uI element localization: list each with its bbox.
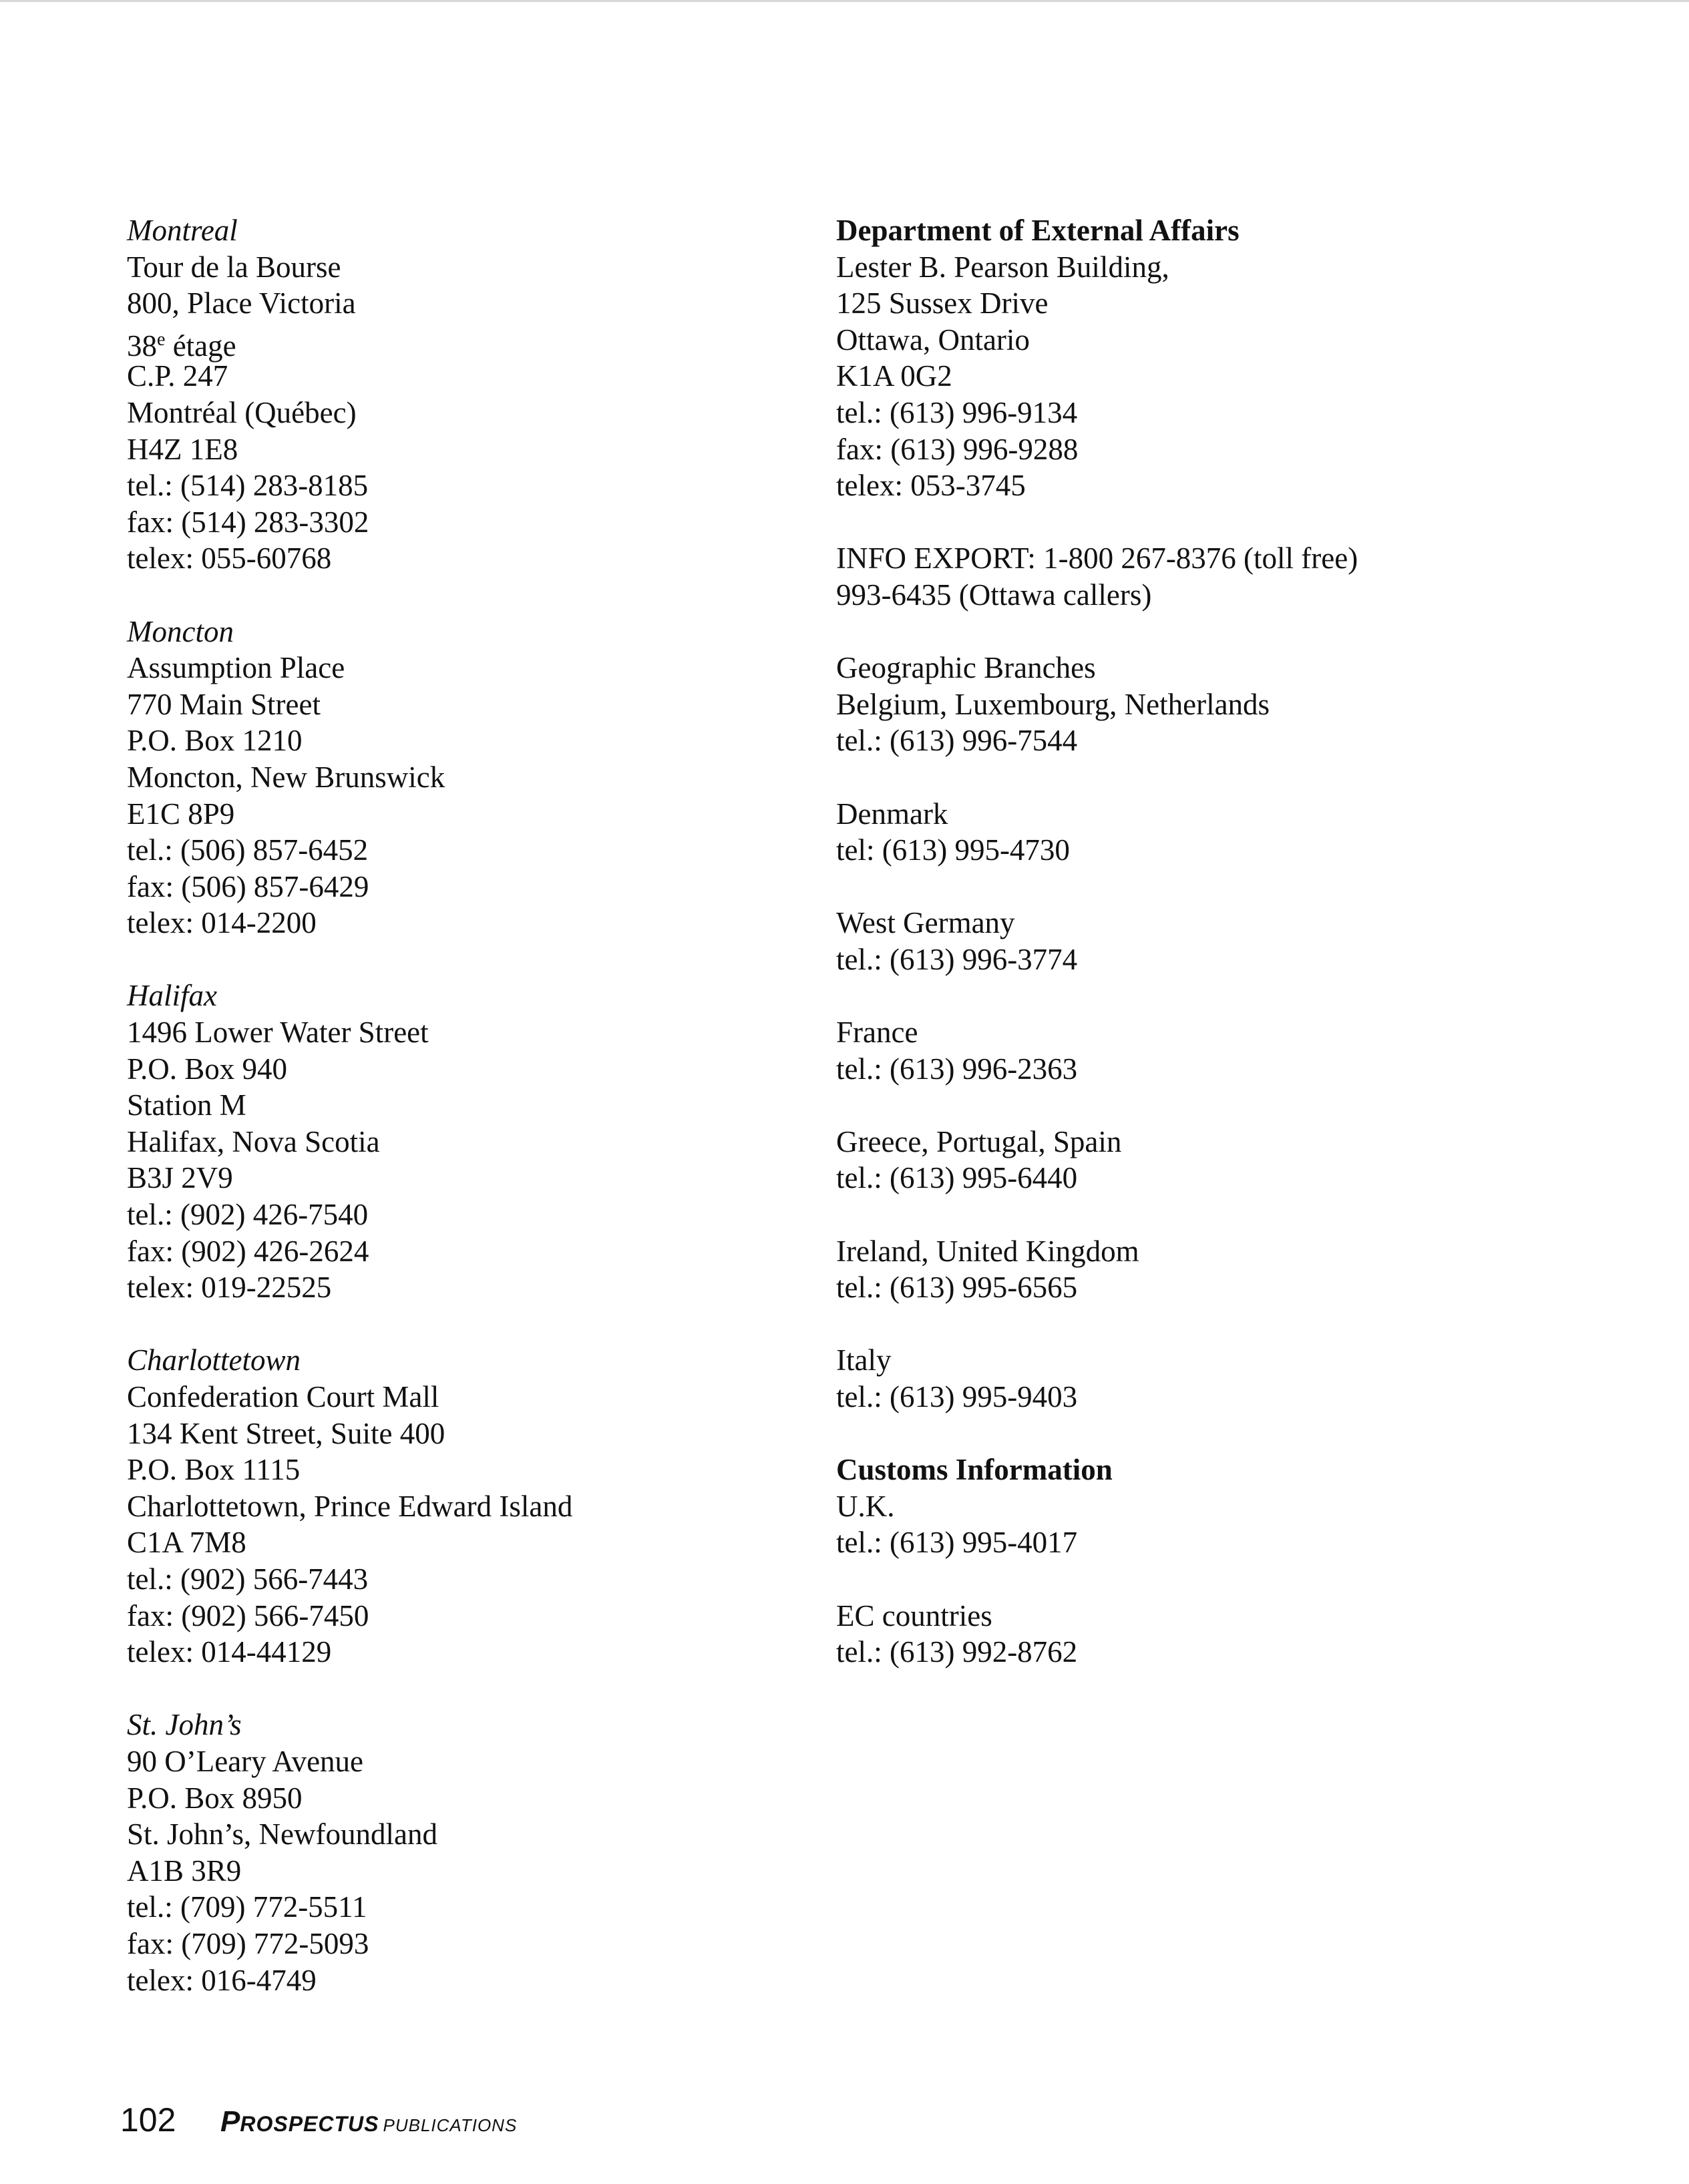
address-block-west-germany — [836, 905, 1604, 977]
block-spacer — [836, 1561, 1604, 1598]
page-number: 102 — [120, 2101, 176, 2139]
block-line: B3J 2V9 — [127, 1161, 233, 1195]
block-heading: Charlottetown — [127, 1343, 301, 1377]
block-spacer — [836, 759, 1604, 796]
address-block-info-export-1-800-267-8376-toll-free — [836, 540, 1604, 613]
block-line: West Germany — [836, 906, 1015, 940]
block-line: Geographic Branches — [836, 651, 1096, 685]
block-line: tel.: (613) 995-9403 — [836, 1380, 1078, 1413]
block-line: K1A 0G2 — [836, 359, 952, 393]
block-line: fax: (506) 857-6429 — [127, 869, 369, 903]
block-spacer — [127, 941, 795, 978]
block-line: Lester B. Pearson Building, — [836, 250, 1169, 284]
block-line: Italy — [836, 1343, 892, 1377]
block-line: 134 Kent Street, Suite 400 — [127, 1416, 445, 1450]
block-line: Denmark — [836, 797, 948, 831]
block-spacer — [127, 1671, 795, 1707]
block-line: tel.: (613) 995-6440 — [836, 1161, 1078, 1195]
block-line: Assumption Place — [127, 651, 345, 685]
block-line: tel.: (613) 996-7544 — [836, 724, 1078, 758]
block-line: P.O. Box 1115 — [127, 1453, 301, 1487]
block-line: 1496 Lower Water Street — [127, 1016, 429, 1050]
block-line: 800, Place Victoria — [127, 286, 356, 320]
address-block-customs-information — [836, 1452, 1604, 1561]
block-heading: St. John’s — [127, 1708, 242, 1742]
block-line: telex: 053-3745 — [836, 469, 1026, 503]
block-line: Charlottetown, Prince Edward Island — [127, 1489, 573, 1523]
block-line: tel.: (514) 283-8185 — [127, 469, 369, 503]
block-line: tel.: (613) 995-6565 — [836, 1271, 1078, 1305]
block-line: Confederation Court Mall — [127, 1380, 439, 1413]
block-line: C.P. 247 — [127, 359, 228, 393]
block-line: Halifax, Nova Scotia — [127, 1124, 380, 1158]
block-line: telex: 016-4749 — [127, 1963, 317, 1997]
address-block-geographic-branches — [836, 650, 1604, 759]
block-line: fax: (902) 566-7450 — [127, 1598, 369, 1632]
address-block-moncton — [127, 614, 795, 941]
address-block-montreal — [127, 212, 795, 577]
block-spacer — [836, 1087, 1604, 1124]
block-spacer — [836, 977, 1604, 1014]
block-line: H4Z 1E8 — [127, 432, 238, 466]
block-spacer — [127, 1306, 795, 1343]
block-line: Ottawa, Ontario — [836, 322, 1030, 357]
block-line: Belgium, Luxembourg, Netherlands — [836, 687, 1270, 721]
scan-top-edge — [0, 0, 1689, 2]
address-block-ireland-united-kingdom — [836, 1233, 1604, 1306]
block-heading: Moncton — [127, 614, 234, 648]
block-line: France — [836, 1016, 918, 1050]
block-line: INFO EXPORT: 1-800 267-8376 (toll free) — [836, 541, 1358, 576]
block-line: telex: 014-2200 — [127, 906, 317, 940]
block-line: St. John’s, Newfoundland — [127, 1817, 437, 1851]
block-heading: Customs Information — [836, 1453, 1113, 1487]
block-line: fax: (514) 283-3302 — [127, 505, 369, 539]
block-spacer — [836, 504, 1604, 541]
address-block-denmark — [836, 796, 1604, 869]
left-column — [127, 212, 795, 1998]
address-block-st-john-s — [127, 1707, 795, 1998]
publisher-logo: PROSPECTUS PUBLICATIONS — [220, 2105, 518, 2138]
block-line: Tour de la Bourse — [127, 250, 341, 284]
block-line: 993-6435 (Ottawa callers) — [836, 578, 1152, 612]
block-line: tel.: (506) 857-6452 — [127, 833, 369, 867]
block-line: fax: (613) 996-9288 — [836, 432, 1079, 466]
block-line: EC countries — [836, 1598, 992, 1632]
address-block-ec-countries — [836, 1598, 1604, 1671]
block-spacer — [127, 577, 795, 614]
address-block-charlottetown — [127, 1342, 795, 1670]
block-line: fax: (709) 772-5093 — [127, 1926, 369, 1960]
block-line: tel.: (709) 772-5511 — [127, 1890, 367, 1924]
block-line: 770 Main Street — [127, 687, 321, 721]
block-line: tel.: (613) 996-3774 — [836, 942, 1078, 976]
block-line: P.O. Box 8950 — [127, 1781, 303, 1815]
block-line: U.K. — [836, 1489, 895, 1523]
block-line: Montréal (Québec) — [127, 395, 357, 429]
block-line: telex: 014-44129 — [127, 1635, 332, 1669]
block-line: tel.: (902) 426-7540 — [127, 1198, 369, 1232]
block-line: Station M — [127, 1088, 246, 1122]
block-line: tel.: (613) 996-2363 — [836, 1052, 1078, 1086]
block-line: telex: 055-60768 — [127, 541, 332, 576]
block-line: 125 Sussex Drive — [836, 286, 1049, 320]
block-line: P.O. Box 1210 — [127, 724, 303, 758]
block-line: P.O. Box 940 — [127, 1052, 288, 1086]
block-line: telex: 019-22525 — [127, 1271, 332, 1305]
right-column — [836, 212, 1604, 1671]
block-heading: Montreal — [127, 214, 238, 247]
block-line: tel: (613) 995-4730 — [836, 833, 1070, 867]
block-spacer — [836, 1415, 1604, 1452]
block-line: E1C 8P9 — [127, 797, 235, 831]
block-spacer — [836, 869, 1604, 905]
block-line: tel.: (613) 996-9134 — [836, 395, 1078, 429]
address-block-greece-portugal-spain — [836, 1124, 1604, 1196]
block-spacer — [836, 1306, 1604, 1343]
block-line: A1B 3R9 — [127, 1853, 242, 1888]
address-block-france — [836, 1014, 1604, 1087]
block-line: fax: (902) 426-2624 — [127, 1234, 369, 1268]
block-line: 90 O’Leary Avenue — [127, 1744, 364, 1778]
block-line: tel.: (902) 566-7443 — [127, 1562, 369, 1596]
address-block-italy — [836, 1342, 1604, 1415]
block-spacer — [836, 614, 1604, 650]
block-spacer — [836, 1196, 1604, 1233]
block-line: C1A 7M8 — [127, 1526, 246, 1560]
block-line: Greece, Portugal, Spain — [836, 1124, 1122, 1158]
address-block-halifax — [127, 977, 795, 1305]
block-heading: Halifax — [127, 979, 217, 1013]
block-line: Moncton, New Brunswick — [127, 760, 445, 794]
address-block-department-of-external-affairs — [836, 212, 1604, 504]
block-line: tel.: (613) 992-8762 — [836, 1635, 1078, 1669]
block-line: tel.: (613) 995-4017 — [836, 1526, 1078, 1560]
block-heading: Department of External Affairs — [836, 214, 1240, 247]
block-line: Ireland, United Kingdom — [836, 1234, 1139, 1268]
block-line: 38e étage — [127, 329, 236, 363]
